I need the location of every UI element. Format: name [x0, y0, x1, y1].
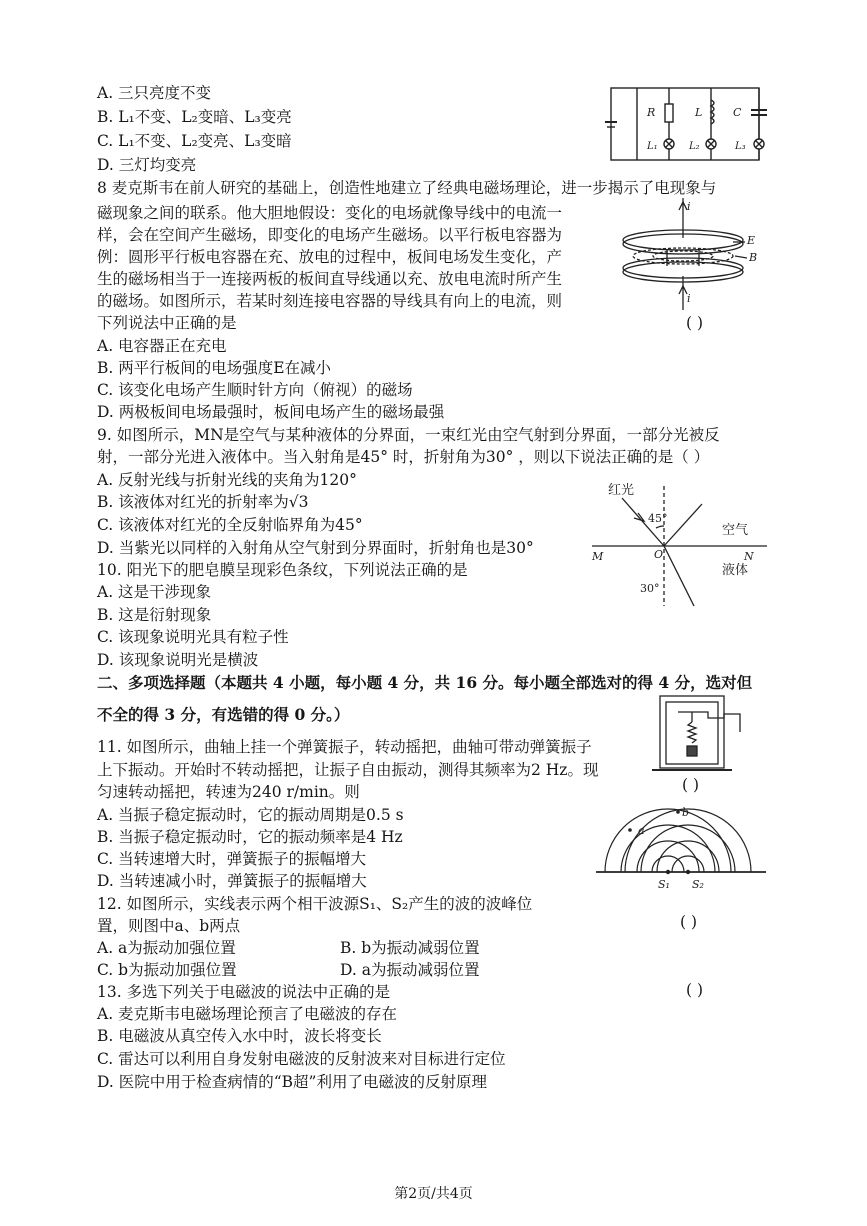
wave-interference-diagram: [596, 800, 766, 895]
q10-option-c: C. 该现象说明光具有粒子性: [97, 628, 289, 646]
q8-option-b: B. 两平行板间的电场强度E在减小: [97, 359, 332, 377]
q12-option-a: A. a为振动加强位置: [97, 939, 236, 957]
q8-stem-line6: 的磁场。如图所示，若某时刻连接电容器的导线具有向上的电流，则: [97, 292, 563, 310]
label-c: C: [733, 106, 742, 119]
q13-option-b: B. 电磁波从真空传入水中时，波长将变长: [97, 1027, 382, 1045]
label-b: B: [749, 251, 758, 264]
q8-answer-paren: ( ): [686, 314, 704, 332]
label-i-top: i: [687, 200, 691, 213]
q11-option-b: B. 当振子稳定振动时，它的振动频率是4 Hz: [97, 828, 403, 846]
q11-stem-line1: 11. 如图所示，曲轴上挂一个弹簧振子，转动摇把，曲轴可带动弹簧振子: [97, 738, 592, 756]
q7-option-b: B. L₁不变、L₂变暗、L₃变亮: [97, 108, 292, 126]
q11-option-d: D. 当转速减小时，弹簧振子的振幅增大: [97, 872, 367, 890]
q8-stem-line2: 磁现象之间的联系。他大胆地假设：变化的电场就像导线中的电流一: [97, 204, 563, 222]
label-air: 空气: [722, 523, 749, 538]
q12-stem-line1: 12. 如图所示，实线表示两个相干波源S₁、S₂产生的波的波峰位: [97, 895, 533, 913]
label-liquid: 液体: [722, 563, 749, 578]
q7-option-d: D. 三灯均变亮: [97, 156, 197, 174]
capacitor-diagram: [615, 198, 765, 310]
q8-stem-line5: 生的磁场相当于一连接两板的板间直导线通以充、放电电流时所产生: [97, 270, 563, 288]
q8-stem-line1: 8 麦克斯韦在前人研究的基础上，创造性地建立了经典电磁场理论，进一步揭示了电现象与: [97, 179, 717, 197]
section2-heading-line1: 二、多项选择题（本题共 4 小题，每小题 4 分，共 16 分。每小题全部选对的得 4 分，选对但: [97, 673, 753, 692]
label-l1: L₁: [647, 141, 658, 152]
q13-answer-paren: ( ): [686, 981, 704, 999]
label-b: b: [682, 806, 690, 819]
q12-option-c: C. b为振动加强位置: [97, 961, 237, 979]
q13-stem: 13. 多选下列关于电磁波的说法中正确的是: [97, 983, 391, 1001]
label-r: R: [647, 106, 656, 119]
q12-option-d: D. a为振动减弱位置: [340, 961, 480, 979]
q10-option-d: D. 该现象说明光是横波: [97, 651, 259, 669]
page-footer: 第2页/共4页: [394, 1186, 473, 1202]
q8-option-d: D. 两极板间电场最强时，板间电场产生的磁场最强: [97, 403, 445, 421]
q11-option-c: C. 当转速增大时，弹簧振子的振幅增大: [97, 850, 367, 868]
refraction-diagram: [592, 476, 772, 612]
q11-stem-line2: 上下振动。开始时不转动摇把，让振子自由振动，测得其频率为2 Hz。现: [97, 761, 599, 779]
q8-option-a: A. 电容器正在充电: [97, 337, 227, 355]
q12-option-b: B. b为振动减弱位置: [340, 939, 480, 957]
label-l: L: [695, 106, 703, 119]
q8-stem-line7: 下列说法中正确的是: [97, 314, 237, 332]
q10-option-a: A. 这是干涉现象: [97, 583, 212, 601]
q9-option-c: C. 该液体对红光的全反射临界角为45°: [97, 516, 363, 534]
q13-option-d: D. 医院中用于检查病情的“B超”利用了电磁波的反射原理: [97, 1073, 487, 1091]
q11-stem-line3: 匀速转动摇把，转速为240 r/min。则: [97, 783, 360, 801]
label-angle-30: 30°: [640, 582, 660, 595]
q12-stem-line2: 置，则图中a、b两点: [97, 917, 241, 935]
q9-option-b: B. 该液体对红光的折射率为√3: [97, 493, 309, 511]
label-a: a: [638, 824, 645, 837]
label-n: N: [744, 550, 754, 563]
label-m: M: [592, 550, 604, 563]
q9-option-d: D. 当紫光以同样的入射角从空气射到分界面时，折射角也是30°: [97, 539, 534, 557]
q9-stem-line2: 射，一部分光进入液体中。当入射角是45° 时，折射角为30° ，则以下说法正确的是（ ）: [97, 448, 710, 466]
label-l3: L₃: [735, 141, 746, 152]
label-red-light: 红光: [608, 483, 635, 498]
q11-option-a: A. 当振子稳定振动时，它的振动周期是0.5 s: [97, 806, 404, 824]
label-s2: S₂: [692, 878, 704, 891]
q9-stem-line1: 9. 如图所示，MN是空气与某种液体的分界面，一束红光由空气射到分界面，一部分光被反: [97, 426, 720, 444]
q7-option-a: A. 三只亮度不变: [97, 84, 212, 102]
q12-answer-paren: ( ): [680, 913, 698, 931]
q9-option-a: A. 反射光线与折射光线的夹角为120°: [97, 471, 357, 489]
q7-option-c: C. L₁不变、L₂变亮、L₃变暗: [97, 132, 292, 150]
label-angle-45: 45°: [648, 512, 668, 525]
q10-option-b: B. 这是衍射现象: [97, 606, 212, 624]
label-l2: L₂: [689, 141, 700, 152]
q10-stem: 10. 阳光下的肥皂膜呈现彩色条纹，下列说法正确的是: [97, 561, 468, 579]
section2-heading-line2: 不全的得 3 分，有选错的得 0 分。）: [97, 705, 350, 724]
q8-option-c: C. 该变化电场产生顺时针方向（俯视）的磁场: [97, 381, 413, 399]
q8-stem-line3: 样，会在空间产生磁场，即变化的电场产生磁场。以平行板电容器为: [97, 226, 563, 244]
q13-option-a: A. 麦克斯韦电磁场理论预言了电磁波的存在: [97, 1005, 398, 1023]
q11-answer-paren: ( ): [682, 776, 700, 794]
circuit-diagram: [607, 86, 767, 168]
label-e: E: [747, 234, 756, 247]
q13-option-c: C. 雷达可以利用自身发射电磁波的反射波来对目标进行定位: [97, 1050, 506, 1068]
q8-stem-line4: 例：圆形平行板电容器在充、放电的过程中，板间电场发生变化，产: [97, 248, 563, 266]
spring-oscillator-diagram: [652, 692, 762, 774]
label-s1: S₁: [658, 878, 670, 891]
label-o: O: [654, 548, 664, 561]
label-i-bottom: i: [687, 292, 691, 305]
